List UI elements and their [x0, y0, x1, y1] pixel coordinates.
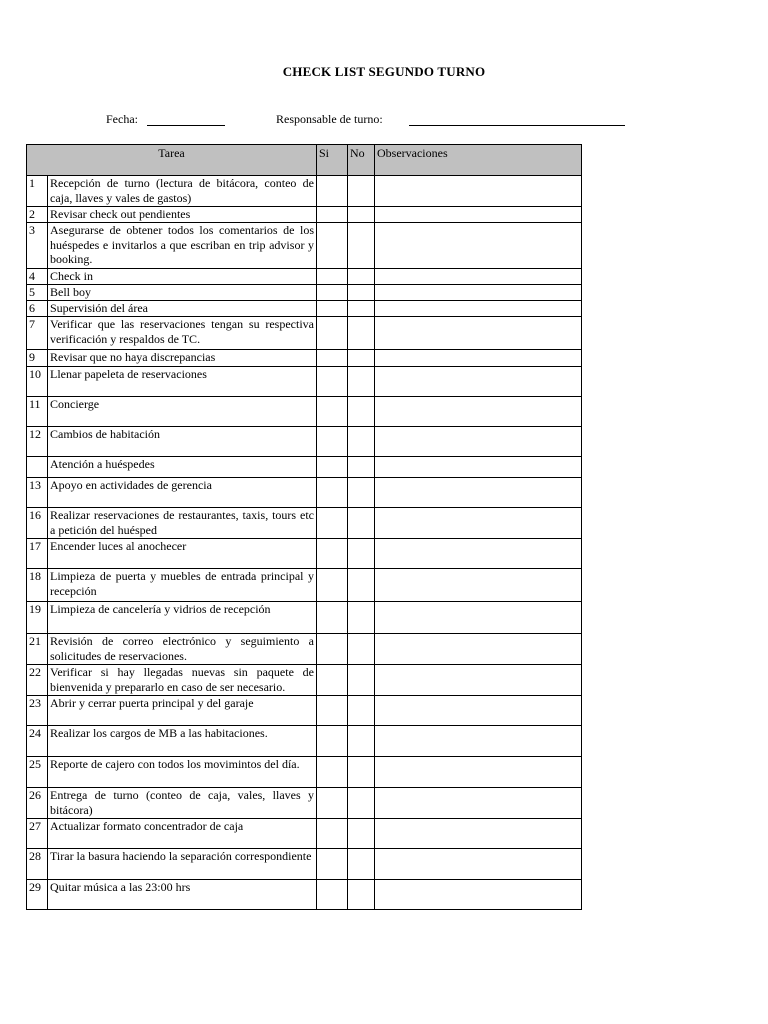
row-number: 11 — [27, 397, 48, 427]
row-number: 16 — [27, 508, 48, 539]
row-number: 3 — [27, 223, 48, 269]
no-checkbox-cell[interactable] — [348, 367, 375, 397]
si-checkbox-cell[interactable] — [317, 317, 348, 350]
table-row — [27, 301, 582, 317]
task-text: Actualizar formato concentrador de caja — [48, 819, 317, 849]
task-text: Abrir y cerrar puerta principal y del garaje — [48, 696, 317, 726]
si-checkbox-cell[interactable] — [317, 176, 348, 207]
row-number: 5 — [27, 285, 48, 301]
table-row — [27, 269, 582, 285]
no-checkbox-cell[interactable] — [348, 397, 375, 427]
observaciones-cell[interactable] — [375, 367, 582, 397]
task-text: Apoyo en actividades de gerencia — [48, 478, 317, 508]
si-checkbox-cell[interactable] — [317, 849, 348, 880]
no-checkbox-cell[interactable] — [348, 665, 375, 696]
observaciones-cell[interactable] — [375, 726, 582, 757]
task-text: Realizar los cargos de MB a las habitaciones. — [48, 726, 317, 757]
observaciones-cell[interactable] — [375, 223, 582, 269]
document-header-fields — [0, 112, 768, 128]
row-number: 26 — [27, 788, 48, 819]
row-number: 21 — [27, 634, 48, 665]
no-checkbox-cell[interactable] — [348, 301, 375, 317]
observaciones-cell[interactable] — [375, 269, 582, 285]
observaciones-cell[interactable] — [375, 478, 582, 508]
no-checkbox-cell[interactable] — [348, 176, 375, 207]
no-checkbox-cell[interactable] — [348, 207, 375, 223]
table-row — [27, 849, 582, 880]
table-row — [27, 367, 582, 397]
table-row — [27, 757, 582, 788]
header-si: Si — [317, 145, 348, 176]
si-checkbox-cell[interactable] — [317, 350, 348, 367]
observaciones-cell[interactable] — [375, 696, 582, 726]
observaciones-cell[interactable] — [375, 602, 582, 634]
no-checkbox-cell[interactable] — [348, 427, 375, 457]
row-number: 29 — [27, 880, 48, 910]
observaciones-cell[interactable] — [375, 176, 582, 207]
table-row — [27, 569, 582, 602]
table-row — [27, 726, 582, 757]
si-checkbox-cell[interactable] — [317, 427, 348, 457]
si-checkbox-cell[interactable] — [317, 397, 348, 427]
si-checkbox-cell[interactable] — [317, 634, 348, 665]
si-checkbox-cell[interactable] — [317, 788, 348, 819]
si-checkbox-cell[interactable] — [317, 478, 348, 508]
no-checkbox-cell[interactable] — [348, 757, 375, 788]
table-row — [27, 665, 582, 696]
row-number — [27, 457, 48, 478]
no-checkbox-cell[interactable] — [348, 478, 375, 508]
no-checkbox-cell[interactable] — [348, 539, 375, 569]
task-text: Realizar reservaciones de restaurantes, taxis, tours etc a petición del huésped — [48, 508, 317, 539]
no-checkbox-cell[interactable] — [348, 223, 375, 269]
si-checkbox-cell[interactable] — [317, 726, 348, 757]
table-row — [27, 457, 582, 478]
table-row — [27, 788, 582, 819]
task-text: Bell boy — [48, 285, 317, 301]
table-row — [27, 207, 582, 223]
observaciones-cell[interactable] — [375, 285, 582, 301]
task-text: Llenar papeleta de reservaciones — [48, 367, 317, 397]
responsable-blank-line — [409, 125, 625, 126]
observaciones-cell[interactable] — [375, 508, 582, 539]
observaciones-cell[interactable] — [375, 634, 582, 665]
task-text: Cambios de habitación — [48, 427, 317, 457]
task-text: Limpieza de cancelería y vidrios de recepción — [48, 602, 317, 634]
task-text: Verificar que las reservaciones tengan su respectiva verificación y respaldos de TC. — [48, 317, 317, 350]
fecha-blank-line — [147, 125, 225, 126]
header-observaciones: Observaciones — [375, 145, 582, 176]
table-row — [27, 317, 582, 350]
si-checkbox-cell[interactable] — [317, 696, 348, 726]
observaciones-cell[interactable] — [375, 665, 582, 696]
task-text: Verificar si hay llegadas nuevas sin paquete de bienvenida y prepararlo en caso de ser necesario. — [48, 665, 317, 696]
no-checkbox-cell[interactable] — [348, 350, 375, 367]
row-number: 28 — [27, 849, 48, 880]
observaciones-cell[interactable] — [375, 457, 582, 478]
row-number: 2 — [27, 207, 48, 223]
si-checkbox-cell[interactable] — [317, 457, 348, 478]
table-row — [27, 819, 582, 849]
checklist-body — [27, 176, 582, 910]
row-number: 10 — [27, 367, 48, 397]
row-number: 24 — [27, 726, 48, 757]
si-checkbox-cell[interactable] — [317, 367, 348, 397]
table-row — [27, 478, 582, 508]
row-number: 22 — [27, 665, 48, 696]
si-checkbox-cell[interactable] — [317, 880, 348, 910]
table-row — [27, 285, 582, 301]
table-row — [27, 350, 582, 367]
task-text: Recepción de turno (lectura de bitácora, conteo de caja, llaves y vales de gastos) — [48, 176, 317, 207]
si-checkbox-cell[interactable] — [317, 301, 348, 317]
table-row — [27, 508, 582, 539]
observaciones-cell[interactable] — [375, 569, 582, 602]
row-number: 18 — [27, 569, 48, 602]
row-number: 7 — [27, 317, 48, 350]
no-checkbox-cell[interactable] — [348, 880, 375, 910]
observaciones-cell[interactable] — [375, 301, 582, 317]
observaciones-cell[interactable] — [375, 207, 582, 223]
observaciones-cell[interactable] — [375, 427, 582, 457]
observaciones-cell[interactable] — [375, 397, 582, 427]
row-number: 12 — [27, 427, 48, 457]
row-number: 17 — [27, 539, 48, 569]
row-number: 1 — [27, 176, 48, 207]
row-number: 19 — [27, 602, 48, 634]
si-checkbox-cell[interactable] — [317, 223, 348, 269]
task-text: Revisión de correo electrónico y seguimiento a solicitudes de reservaciones. — [48, 634, 317, 665]
observaciones-cell[interactable] — [375, 788, 582, 819]
task-text: Supervisión del área — [48, 301, 317, 317]
task-text: Revisar que no haya discrepancias — [48, 350, 317, 367]
task-text: Encender luces al anochecer — [48, 539, 317, 569]
table-header-row — [27, 145, 582, 176]
no-checkbox-cell[interactable] — [348, 726, 375, 757]
table-row — [27, 176, 582, 207]
si-checkbox-cell[interactable] — [317, 757, 348, 788]
observaciones-cell[interactable] — [375, 849, 582, 880]
si-checkbox-cell[interactable] — [317, 602, 348, 634]
no-checkbox-cell[interactable] — [348, 285, 375, 301]
table-row — [27, 602, 582, 634]
table-row — [27, 880, 582, 910]
task-text: Asegurarse de obtener todos los comentarios de los huéspedes e invitarlos a que escriban en trip advisor y booking. — [48, 223, 317, 269]
header-tarea: Tarea — [27, 145, 317, 176]
si-checkbox-cell[interactable] — [317, 539, 348, 569]
observaciones-cell[interactable] — [375, 757, 582, 788]
no-checkbox-cell[interactable] — [348, 696, 375, 726]
task-text: Reporte de cajero con todos los movimintos del día. — [48, 757, 317, 788]
task-text: Quitar música a las 23:00 hrs — [48, 880, 317, 910]
si-checkbox-cell[interactable] — [317, 665, 348, 696]
observaciones-cell[interactable] — [375, 350, 582, 367]
si-checkbox-cell[interactable] — [317, 819, 348, 849]
observaciones-cell[interactable] — [375, 539, 582, 569]
task-text: Entrega de turno (conteo de caja, vales, llaves y bitácora) — [48, 788, 317, 819]
no-checkbox-cell[interactable] — [348, 317, 375, 350]
no-checkbox-cell[interactable] — [348, 602, 375, 634]
si-checkbox-cell[interactable] — [317, 569, 348, 602]
responsable-label: Responsable de turno: — [276, 112, 383, 126]
si-checkbox-cell[interactable] — [317, 285, 348, 301]
no-checkbox-cell[interactable] — [348, 849, 375, 880]
observaciones-cell[interactable] — [375, 819, 582, 849]
table-row — [27, 427, 582, 457]
fecha-label: Fecha: — [106, 112, 138, 126]
table-row — [27, 539, 582, 569]
no-checkbox-cell[interactable] — [348, 569, 375, 602]
no-checkbox-cell[interactable] — [348, 788, 375, 819]
no-checkbox-cell[interactable] — [348, 269, 375, 285]
task-text: Tirar la basura haciendo la separación correspondiente — [48, 849, 317, 880]
observaciones-cell[interactable] — [375, 317, 582, 350]
row-number: 13 — [27, 478, 48, 508]
no-checkbox-cell[interactable] — [348, 457, 375, 478]
row-number: 4 — [27, 269, 48, 285]
table-row — [27, 397, 582, 427]
row-number: 9 — [27, 350, 48, 367]
table-row — [27, 634, 582, 665]
task-text: Atención a huéspedes — [48, 457, 317, 478]
si-checkbox-cell[interactable] — [317, 207, 348, 223]
si-checkbox-cell[interactable] — [317, 269, 348, 285]
row-number: 27 — [27, 819, 48, 849]
row-number: 25 — [27, 757, 48, 788]
header-no: No — [348, 145, 375, 176]
no-checkbox-cell[interactable] — [348, 634, 375, 665]
si-checkbox-cell[interactable] — [317, 508, 348, 539]
document-title: CHECK LIST SEGUNDO TURNO — [282, 64, 486, 79]
row-number: 6 — [27, 301, 48, 317]
table-row — [27, 696, 582, 726]
task-text: Concierge — [48, 397, 317, 427]
task-text: Check in — [48, 269, 317, 285]
row-number: 23 — [27, 696, 48, 726]
table-row — [27, 223, 582, 269]
no-checkbox-cell[interactable] — [348, 508, 375, 539]
no-checkbox-cell[interactable] — [348, 819, 375, 849]
observaciones-cell[interactable] — [375, 880, 582, 910]
task-text: Revisar check out pendientes — [48, 207, 317, 223]
task-text: Limpieza de puerta y muebles de entrada principal y recepción — [48, 569, 317, 602]
checklist-table — [26, 144, 582, 910]
